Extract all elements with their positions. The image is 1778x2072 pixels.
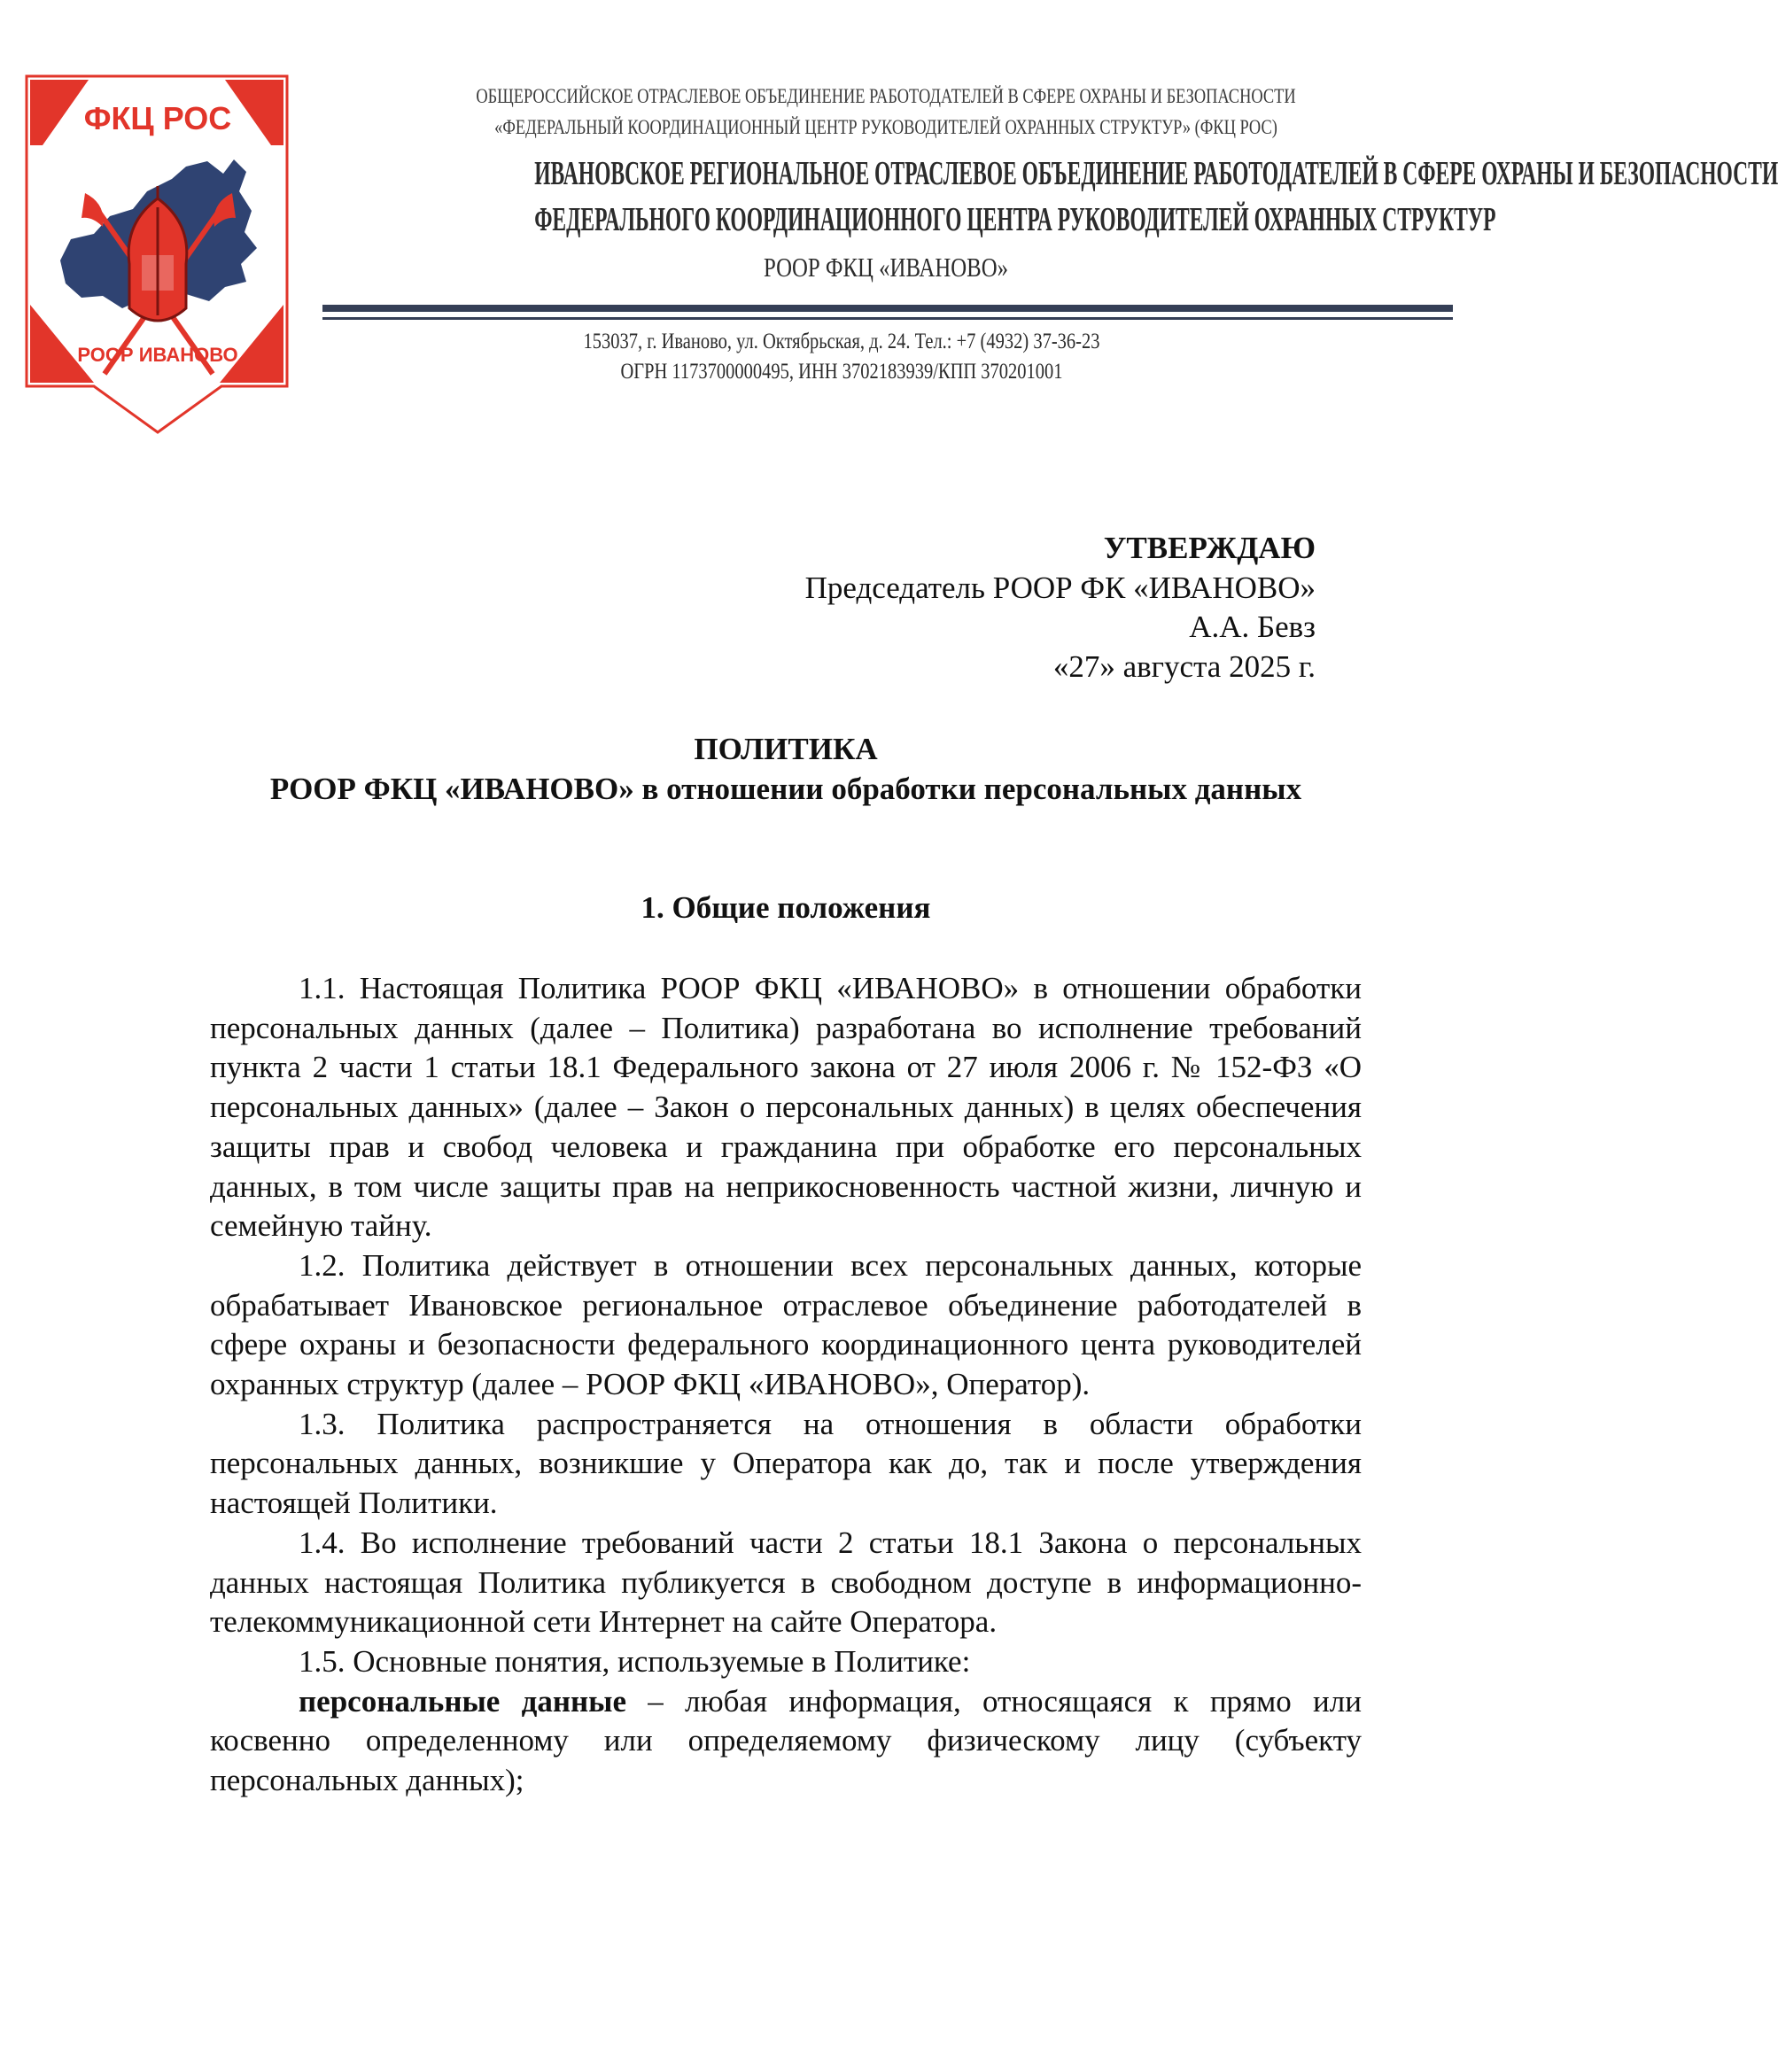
approval-block [673,529,1316,687]
document-body [210,969,1362,1801]
logo-text-bottom: РООР ИВАНОВО [77,344,238,366]
definition-text: – любая информация, относящаяся к прямо или косвенно определенному или определяемому физическому лицу (субъекту персональных данных); [210,1683,1362,1798]
org-line-3: ИВАНОВСКОЕ РЕГИОНАЛЬНОЕ ОТРАСЛЕВОЕ ОБЪЕДИНЕНИЕ РАБОТОДАТЕЛЕЙ В СФЕРЕ ОХРАНЫ И БЕЗОПАСНОСТИ [534,155,1778,192]
definition-term: персональные данные [299,1683,627,1719]
header-divider-thin [322,317,1453,320]
org-line-4: ФЕДЕРАЛЬНОГО КООРДИНАЦИОННОГО ЦЕНТРА РУКОВОДИТЕЛЕЙ ОХРАННЫХ СТРУКТУР [534,201,1496,238]
approval-position: Председатель РООР ФК «ИВАНОВО» [804,570,1316,605]
org-registration: ОГРН 1173700000495, ИНН 3702183939/КПП 370201001 [620,360,1063,384]
approval-title: УТВЕРЖДАЮ [1103,531,1316,565]
header-divider-thick [322,305,1453,312]
paragraph-1-2: 1.2. Политика действует в отношении всех персональных данных, которые обрабатывает Ивановское региональное отраслевое объединение работодателей в сфере охраны и безопасности федерального координационного цента руководителей охранных структур (далее – РООР ФКЦ «ИВАНОВО», Оператор). [210,1247,1362,1402]
organization-logo [25,74,289,436]
org-line-2: «ФЕДЕРАЛЬНЫЙ КООРДИНАЦИОННЫЙ ЦЕНТР РУКОВОДИТЕЛЕЙ ОХРАННЫХ СТРУКТУР» (ФКЦ РОС) [494,116,1277,138]
document-title: ПОЛИТИКА [694,732,878,766]
org-short-name: РООР ФКЦ «ИВАНОВО» [763,252,1009,283]
approval-name: А.А. Бевз [1189,609,1316,645]
paragraph-1-5: 1.5. Основные понятия, используемые в Политике: [299,1643,971,1679]
paragraph-1-3: 1.3. Политика распространяется на отношения в области обработки персональных данных, возникшие у Оператора как до, так и после утверждения настоящей Политики. [210,1406,1362,1521]
paragraph-1-1: 1.1. Настоящая Политика РООР ФКЦ «ИВАНОВО» в отношении обработки персональных данных (далее – Политика) разработана во исполнение требований пункта 2 части 1 статьи 18.1 Федерального закона от 27 июля 2006 г. № 152-ФЗ «О персональных данных» (далее – Закон о персональных данных) в целях обеспечения защиты прав и свобод человека и гражданина при обработке его персональных данных, в том числе защиты прав на неприкосновенность частной жизни, личную и семейную тайну. [210,971,1362,1244]
section-heading: 1. Общие положения [641,890,931,925]
paragraph-1-4: 1.4. Во исполнение требований части 2 статьи 18.1 Закона о персональных данных настоящая Политика публикуется в свободном доступе в информационно-телекоммуникационной сети Интернет на сайте Оператора. [210,1525,1362,1640]
definition-paragraph [210,1682,1362,1801]
org-address: 153037, г. Иваново, ул. Октябрьская, д. 24. Тел.: +7 (4932) 37-36-23 [583,330,1100,353]
document-subtitle: РООР ФКЦ «ИВАНОВО» в отношении обработки персональных данных [269,772,1302,806]
logo-text-top: ФКЦ РОС [83,100,232,136]
org-line-1: ОБЩЕРОССИЙСКОЕ ОТРАСЛЕВОЕ ОБЪЕДИНЕНИЕ РАБОТОДАТЕЛЕЙ В СФЕРЕ ОХРАНЫ И БЕЗОПАСНОСТИ [476,85,1296,107]
approval-date: «27» августа 2025 г. [1052,649,1316,685]
